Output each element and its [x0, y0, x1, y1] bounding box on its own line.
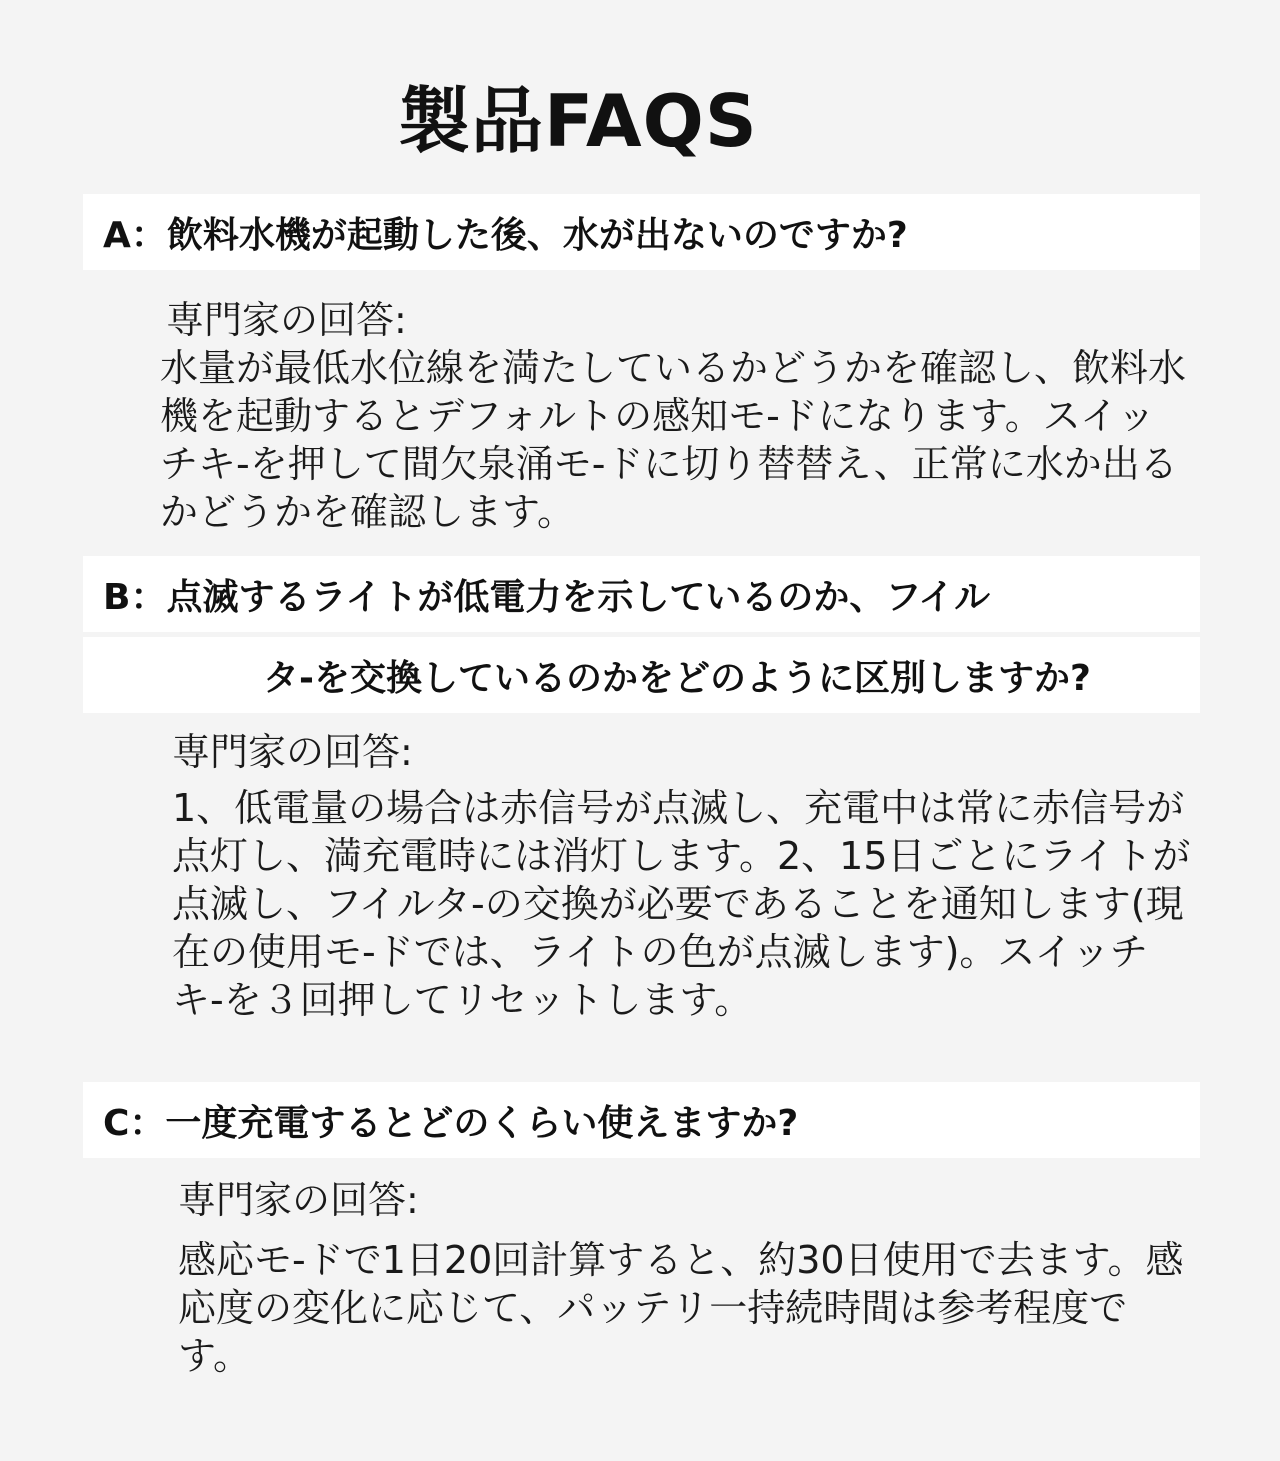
faq-question-c [83, 1082, 1200, 1158]
faq-question-a-text: A：飲料水機が起動した後、水が出ないのですか? [103, 214, 908, 256]
faq-answer-c [178, 1176, 1190, 1380]
faq-question-b-line2-text: タ-を交換しているのかをどのように区別しますか? [263, 657, 1091, 699]
faq-answer-a [160, 296, 1190, 536]
faq-question-b-line2 [83, 637, 1200, 713]
faq-answer-a-heading: 専門家の回答: [166, 298, 407, 342]
faq-answer-b-body: 1、低電量の場合は赤信号が点滅し、充電中は常に赤信号が点灯し、満充電時には消灯します。2、15日ごとにライトが点滅し、フイルタ-の交換が必要であることを通知します(現在の使用モ-ドでは、ライトの色が点滅します)。スイッチキ-を３回押してリセットします。 [172, 786, 1191, 1022]
faq-answer-a-body: 水量が最低水位線を満たしているかどうかを確認し、飲料水機を起動するとデフォルトの感知モ-ドになります。スイッチキ-を押して間欠泉涌モ-ドに切り替替え、正常に水か出るかどうかを確認します。 [160, 346, 1187, 534]
faq-answer-b-heading: 専門家の回答: [172, 730, 413, 774]
faq-question-b-line1-text: B：点滅するライトが低電力を示しているのか、フイル [103, 576, 991, 618]
faq-question-b-line1 [83, 556, 1200, 632]
faq-question-c-text: C：一度充電するとどのくらい使えますか? [103, 1102, 799, 1144]
faq-answer-c-heading: 専門家の回答: [178, 1178, 419, 1222]
faq-question-a [83, 194, 1200, 270]
faq-answer-b [172, 728, 1192, 1024]
faq-answer-c-body: 感応モ-ドで1日20回計算すると、約30日使用で去ます。感応度の変化に応じて、パッテリ一持続時間は参考程度です。 [178, 1238, 1184, 1378]
page-title: 製品FAQS [398, 79, 758, 163]
